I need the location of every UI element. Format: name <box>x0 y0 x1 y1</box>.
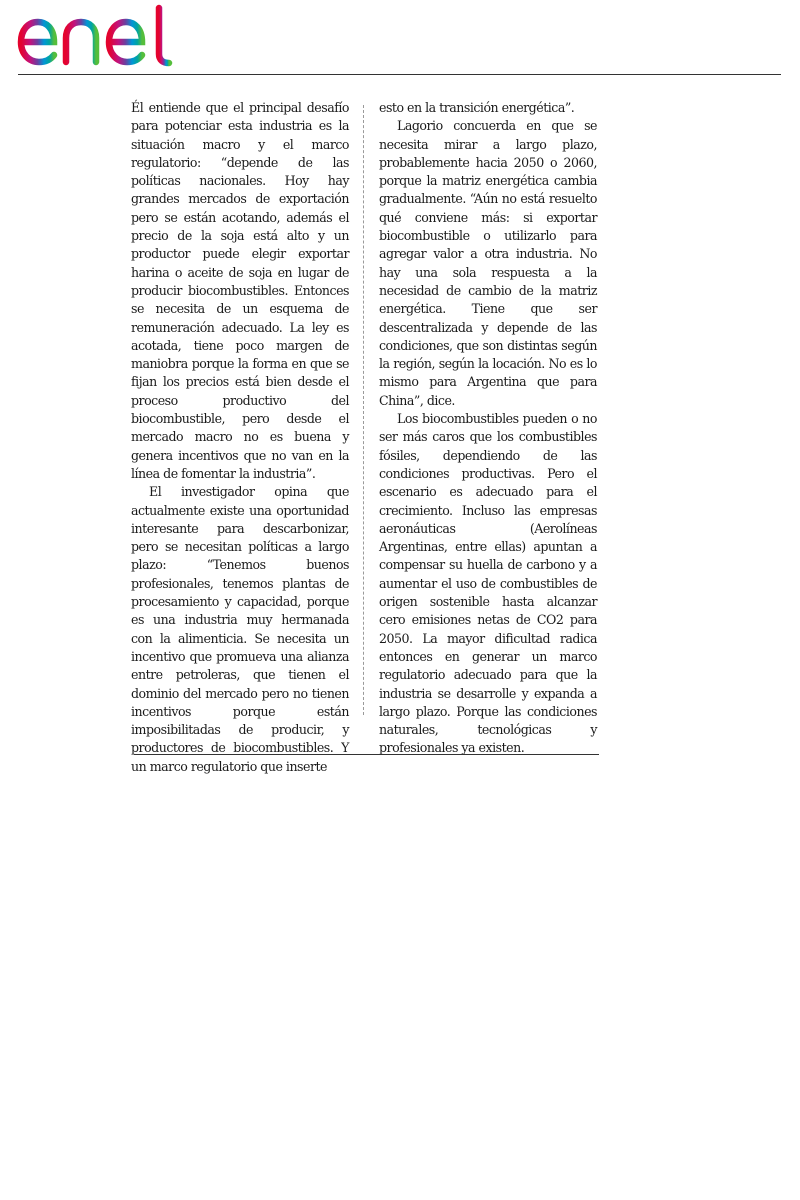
paragraph: El investigador opina que actualmente existe una oportunidad interesante para descarbonizar, pero se necesitan políticas a largo plazo: “Tenemos buenos profesionales, tenemos plantas de procesamiento y capacidad, porque es una industria muy hermanada con la alimenticia. Se necesita un incentivo que promueva una alianza entre petroleras, que tienen el dominio del mercado pero no tienen incentivos porque están imposibilitadas de producir, y productores de biocombustibles. Y un marco regulatorio que inserte <box>131 484 349 774</box>
article-column-right <box>379 99 597 758</box>
header-divider <box>18 74 781 75</box>
article-column-left <box>131 99 349 776</box>
paragraph: Los biocombustibles pueden o no ser más caros que los combustibles fósiles, dependiendo de las condiciones productivas. Pero el escenario es adecuado para el crecimiento. Incluso las empresas aeronáuticas (Aerolíneas Argentinas, entre ellas) apuntan a compensar su huella de carbono y a aumentar el uso de combustibles de origen sostenible hasta alcanzar cero emisiones netas de CO2 para 2050. La mayor dificultad radica entonces en generar un marco regulatorio adecuado para que la industria se desarrolle y expanda a largo plazo. Porque las condiciones naturales, tecnológicas y profesionales ya existen. <box>379 411 597 756</box>
paragraph: esto en la transición energética”. <box>379 100 575 115</box>
paragraph: Lagorio concuerda en que se necesita mirar a largo plazo, probablemente hacia 2050 o 2060, porque la matriz energética cambia gradualmente. “Aún no está resuelto qué conviene más: si exportar biocombustible o utilizarlo para agregar valor a otra industria. No hay una sola respuesta a la necesidad de cambio de la matriz energética. Tiene que ser descentralizada y depende de las condiciones, que son distintas según la región, según la locación. No es lo mismo para Argentina que para China”, dice. <box>379 118 597 408</box>
page-header <box>0 0 800 76</box>
enel-logo <box>16 4 181 68</box>
column-divider <box>363 105 364 715</box>
article-end-divider <box>134 754 599 755</box>
article-body <box>131 99 599 774</box>
paragraph: Él entiende que el principal desafío para potenciar esta industria es la situación macro y el marco regulatorio: “depende de las políticas nacionales. Hoy hay grandes mercados de exportación pero se están acotando, además el precio de la soja está alto y un productor puede elegir exportar harina o aceite de soja en lugar de producir biocombustibles. Entonces se necesita de un esquema de remuneración adecuado. La ley es acotada, tiene poco margen de maniobra porque la forma en que se fijan los precios está bien desde el proceso productivo del biocombustible, pero desde el mercado macro no es buena y genera incentivos que no van en la línea de fomentar la industria”. <box>131 100 349 481</box>
